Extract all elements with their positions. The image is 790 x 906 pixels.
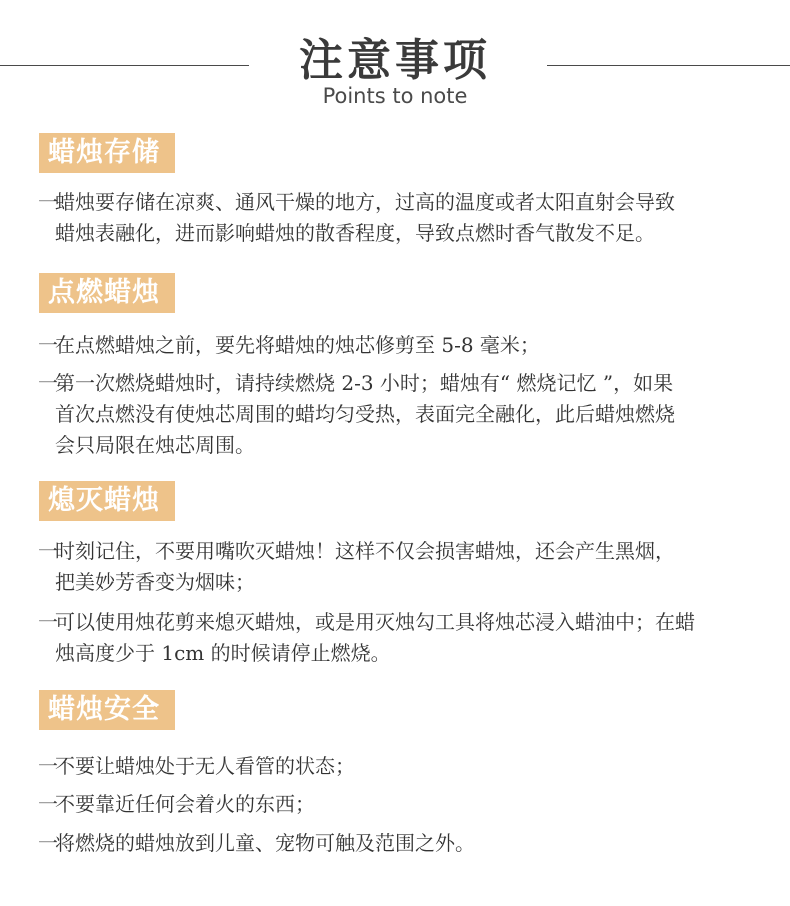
section-heading: 点燃蜡烛 <box>48 277 160 308</box>
item-line: 烛高度少于 1cm 的时候请停止燃烧。 <box>55 641 391 665</box>
section-heading: 熄灭蜡烛 <box>48 485 160 516</box>
header-rule-right <box>547 65 790 66</box>
item-line: 蜡烛表融化，进而影响蜡烛的散香程度，导致点燃时香气散发不足。 <box>55 221 655 245</box>
item-line: 第一次燃烧蜡烛时，请持续燃烧 2-3 小时；蜡烛有“ 燃烧记忆 ”，如果 <box>55 371 674 395</box>
item-line: 不要靠近任何会着火的东西； <box>55 792 315 816</box>
item-text <box>55 330 767 361</box>
item-text <box>55 607 767 669</box>
section-heading-badge <box>39 273 175 313</box>
item-line: 首次点燃没有使烛芯周围的蜡均匀受热，表面完全融化，此后蜡烛燃烧 <box>55 402 675 426</box>
bullet-dash: 一 <box>38 371 58 395</box>
item-line: 将燃烧的蜡烛放到儿童、宠物可触及范围之外。 <box>55 831 475 855</box>
section-heading-badge <box>39 133 175 173</box>
item-line: 时刻记住，不要用嘴吹灭蜡烛！这样不仅会损害蜡烛，还会产生黑烟， <box>55 539 675 563</box>
item-line: 把美妙芳香变为烟味； <box>55 570 255 594</box>
item-text <box>55 187 767 249</box>
section-heading: 蜡烛存储 <box>48 137 160 168</box>
item-line: 在点燃蜡烛之前，要先将蜡烛的烛芯修剪至 5-8 毫米； <box>55 333 540 357</box>
item-line: 可以使用烛花剪来熄灭蜡烛，或是用灭烛勾工具将烛芯浸入蜡油中；在蜡 <box>55 610 695 634</box>
item-text <box>55 828 767 859</box>
section-heading-badge <box>39 481 175 521</box>
item-line: 蜡烛要存储在凉爽、通风干燥的地方，过高的温度或者太阳直射会导致 <box>55 190 675 214</box>
page-header <box>0 0 790 120</box>
bullet-dash: 一 <box>38 792 58 816</box>
bullet-dash: 一 <box>38 333 58 357</box>
page-title: 注意事项 <box>299 35 491 86</box>
item-text <box>55 368 767 461</box>
item-line: 不要让蜡烛处于无人看管的状态； <box>55 754 355 778</box>
item-text <box>55 536 767 598</box>
section-heading-badge <box>39 690 175 730</box>
bullet-dash: 一 <box>38 190 58 214</box>
bullet-dash: 一 <box>38 754 58 778</box>
item-text <box>55 751 767 782</box>
bullet-dash: 一 <box>38 610 58 634</box>
bullet-dash: 一 <box>38 539 58 563</box>
bullet-dash: 一 <box>38 831 58 855</box>
item-text <box>55 789 767 820</box>
page-subtitle: Points to note <box>322 84 468 108</box>
item-line: 会只局限在烛芯周围。 <box>55 433 255 457</box>
section-heading: 蜡烛安全 <box>48 694 160 725</box>
